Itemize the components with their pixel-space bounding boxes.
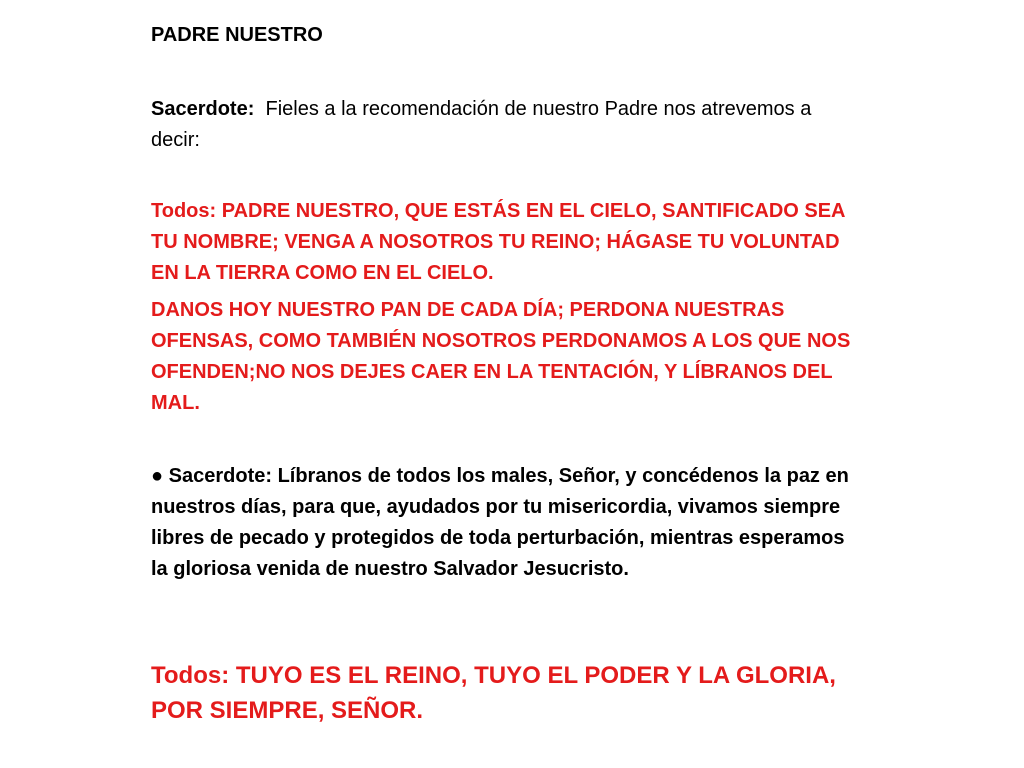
priest-label: Sacerdote: [151,98,255,120]
all-response-paragraph-1: Todos: PADRE NUESTRO, QUE ESTÁS EN EL CIELO, SANTIFICADO SEA TU NOMBRE; VENGA A NOSOTROS TU REINO; HÁGASE TU VOLUNTAD EN LA TIERRA COMO EN EL CIELO. [151,200,845,284]
priest-intro-paragraph [151,94,851,156]
all-final-doxology: Todos: TUYO ES EL REINO, TUYO EL PODER Y LA GLORIA, POR SIEMPRE, SEÑOR. [151,662,836,724]
all-response-paragraph-2: DANOS HOY NUESTRO PAN DE CADA DÍA; PERDONA NUESTRAS OFENSAS, COMO TAMBIÉN NOSOTROS PERDONAMOS A LOS QUE NOS OFENDEN;NO NOS DEJES CAER EN LA TENTACIÓN, Y LÍBRANOS DEL MAL. [151,299,851,414]
priest-intro-text: Fieles a la recomendación de nuestro Padre nos atrevemos a decir: [151,98,812,151]
page-title: PADRE NUESTRO [151,24,323,46]
priest-embolism-paragraph: ● Sacerdote: Líbranos de todos los males, Señor, y concédenos la paz en nuestros días, para que, ayudados por tu misericordia, vivamos siempre libres de pecado y protegidos de toda perturbación, mientras esperamos la gloriosa venida de nuestro Salvador Jesucristo. [151,465,849,580]
